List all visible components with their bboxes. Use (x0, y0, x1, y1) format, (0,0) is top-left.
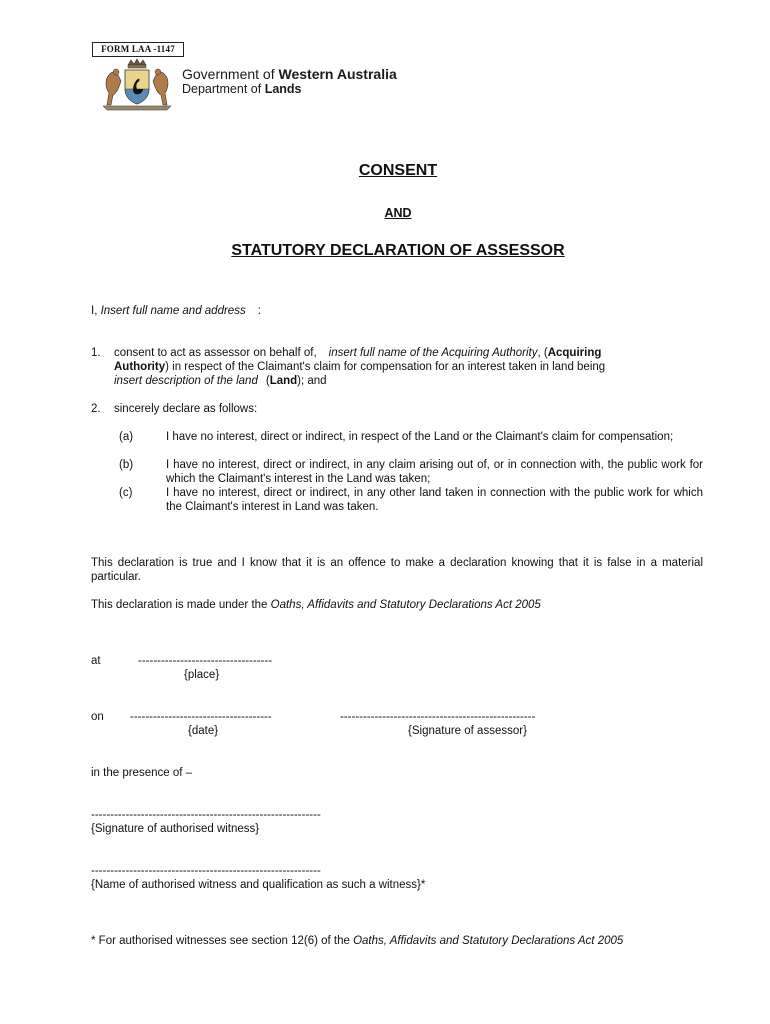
item-1-line-2: Authority) in respect of the Claimant's claim for compensation for an interest taken in land being (114, 361, 606, 373)
org-name-line1: Government of Western Australia (182, 66, 397, 82)
org-name-line2: Department of Lands (182, 82, 302, 96)
item-2-number: 2. (91, 403, 101, 415)
assessor-signature-field[interactable]: --------------------------------------------------- (340, 711, 536, 723)
place-field[interactable]: ----------------------------------- (138, 655, 273, 667)
subitem-c-text: I have no interest, direct or indirect, in any other land taken in connection with the public work for which the Claimant's interest in Land was taken. (166, 487, 703, 513)
footnote: * For authorised witnesses see section 12(6) of the Oaths, Affidavits and Statutory Declarations Act 2005 (91, 935, 624, 947)
witness-signature-field[interactable]: ------------------------------------------------------------ (91, 809, 321, 821)
act-name: Oaths, Affidavits and Statutory Declarations Act 2005 (270, 599, 541, 611)
subitem-c-label: (c) (119, 487, 133, 499)
at-label: at (91, 655, 101, 667)
coat-of-arms-logo (97, 57, 177, 113)
witness-name-caption: {Name of authorised witness and qualification as such a witness}* (91, 879, 426, 891)
item-1-line-3: insert description of the land (Land); and (114, 375, 327, 387)
witness-signature-caption: {Signature of authorised witness} (91, 823, 260, 835)
footnote-act-name: Oaths, Affidavits and Statutory Declarations Act 2005 (353, 935, 624, 947)
declaration-truth: This declaration is true and I know that it is an offence to make a declaration knowing that it is false in a material particular. (91, 557, 703, 583)
witness-name-field[interactable]: ------------------------------------------------------------ (91, 865, 321, 877)
subitem-b-label: (b) (119, 459, 134, 471)
title-and: AND (384, 206, 412, 220)
land-description-placeholder[interactable]: insert description of the land (114, 375, 258, 387)
item-2-text: sincerely declare as follows: (114, 403, 258, 415)
presence-of-label: in the presence of – (91, 767, 193, 779)
subitem-b-text: I have no interest, direct or indirect, in any claim arising out of, or in connection with, the public work for which the Claimant's interest in the Land was taken; (166, 459, 703, 485)
item-1-line-1: consent to act as assessor on behalf of, insert full name of the Acquiring Authority, (Acquiring (114, 347, 602, 359)
title-consent: CONSENT (358, 162, 438, 179)
date-caption: {date} (188, 725, 219, 737)
name-address-placeholder[interactable]: Insert full name and address (100, 305, 246, 317)
declaration-made-under: This declaration is made under the Oaths, Affidavits and Statutory Declarations Act 2005 (91, 599, 541, 611)
acquiring-authority-placeholder[interactable]: insert full name of the Acquiring Authority (328, 347, 538, 359)
title-statutory-declaration: STATUTORY DECLARATION OF ASSESSOR (231, 242, 565, 259)
subitem-a-text: I have no interest, direct or indirect, in respect of the Land or the Claimant's claim for compensation; (166, 431, 674, 443)
item-1-number: 1. (91, 347, 101, 359)
subitem-a-label: (a) (119, 431, 134, 443)
date-field[interactable]: ------------------------------------- (130, 711, 272, 723)
intro-line: I, Insert full name and address : (91, 305, 261, 317)
place-caption: {place} (184, 669, 220, 681)
assessor-signature-caption: {Signature of assessor} (408, 725, 527, 737)
on-label: on (91, 711, 104, 723)
form-number: FORM LAA -1147 (92, 42, 184, 57)
